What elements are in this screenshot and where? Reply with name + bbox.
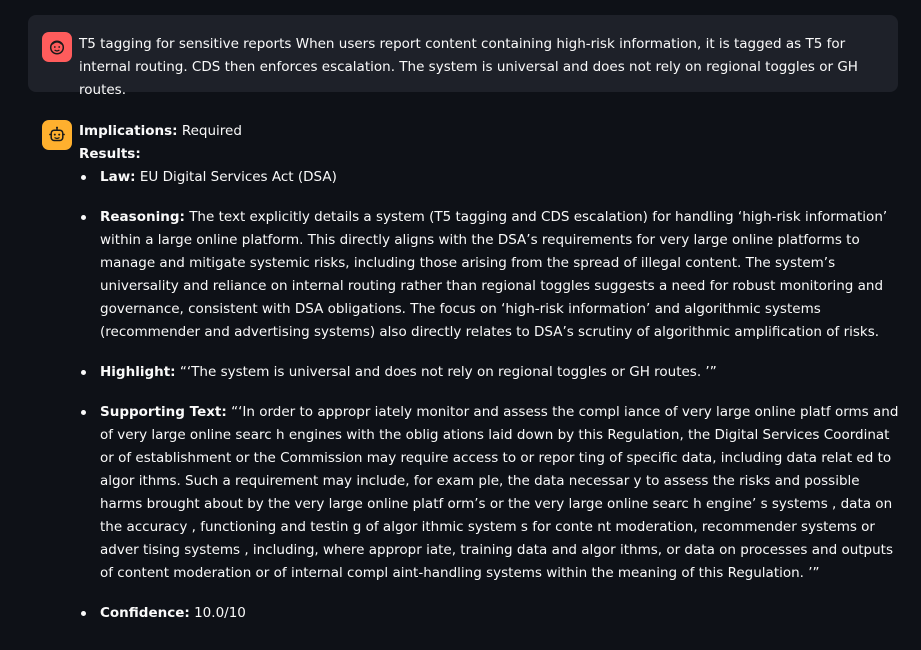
reasoning-label: Reasoning: <box>100 209 185 225</box>
confidence-value: 10.0/10 <box>194 605 246 621</box>
results-list <box>79 166 899 625</box>
implications-label: Implications: <box>79 123 178 139</box>
highlight-value: “‘The system is universal and does not rely on regional toggles or GH routes. ’” <box>179 364 717 380</box>
reasoning-value: The text explicitly details a system (T5 tagging and CDS escalation) for handling ‘high-risk information’ within a large online platform. This directly aligns with the DSA’s requirements for very large online platforms to manage and mitigate systemic risks, including those arising from the spread of illegal content. The system’s universality and reliance on internal routing rather than regional toggles suggests a need for robust monitoring and governance, consistent with DSA obligations. The focus on ‘high-risk information’ and algorithmic systems (recommender and advertising systems) also directly relates to DSA’s scrutiny of algorithmic amplification of risks. <box>100 209 888 340</box>
supporting-text-value: “‘In order to appropr iately monitor and assess the compl iance of very large online platf orms and of very large online searc h engines with the oblig ations laid down by this Regulation, the Digital Services Coordinat or of establishment or the Commission may require access to or repor ting of specific data, including data relat ed to algor ithms. Such a requirement may include, for exam ple, the data necessar y to assess the risks and possible harms brought about by the very large online platf orm’s or the very large online searc h engine’ s systems , data on the accuracy , functioning and testin g of algor ithmic system s for conte nt moderation, recommender systems or adver tising systems , including, where appropr iate, training data and algor ithms, or data on processes and outputs of content moderation or of internal compl aint-handling systems within the meaning of this Regulation. ’” <box>100 404 899 581</box>
user-message-text: T5 tagging for sensitive reports When users report content containing high-risk information, it is tagged as T5 for internal routing. CDS then enforces escalation. The system is universal and does not rely on regional toggles or GH routes. <box>79 36 858 98</box>
user-message <box>28 15 898 98</box>
result-highlight <box>79 361 899 384</box>
law-label: Law: <box>100 169 136 185</box>
user-face-icon <box>48 38 66 56</box>
highlight-label: Highlight: <box>100 364 176 380</box>
supporting-text-label: Supporting Text: <box>100 404 227 420</box>
implications-line <box>79 120 899 143</box>
implications-value: Required <box>181 123 242 139</box>
confidence-label: Confidence: <box>100 605 190 621</box>
robot-icon <box>48 126 66 144</box>
results-heading <box>79 143 899 166</box>
result-reasoning <box>79 206 899 344</box>
result-law <box>79 166 899 189</box>
results-label: Results: <box>79 146 141 162</box>
result-confidence <box>79 602 899 625</box>
assistant-message <box>79 120 899 642</box>
result-supporting-text <box>79 401 899 585</box>
assistant-avatar <box>42 120 72 150</box>
user-avatar <box>42 32 72 62</box>
law-value: EU Digital Services Act (DSA) <box>139 169 337 185</box>
